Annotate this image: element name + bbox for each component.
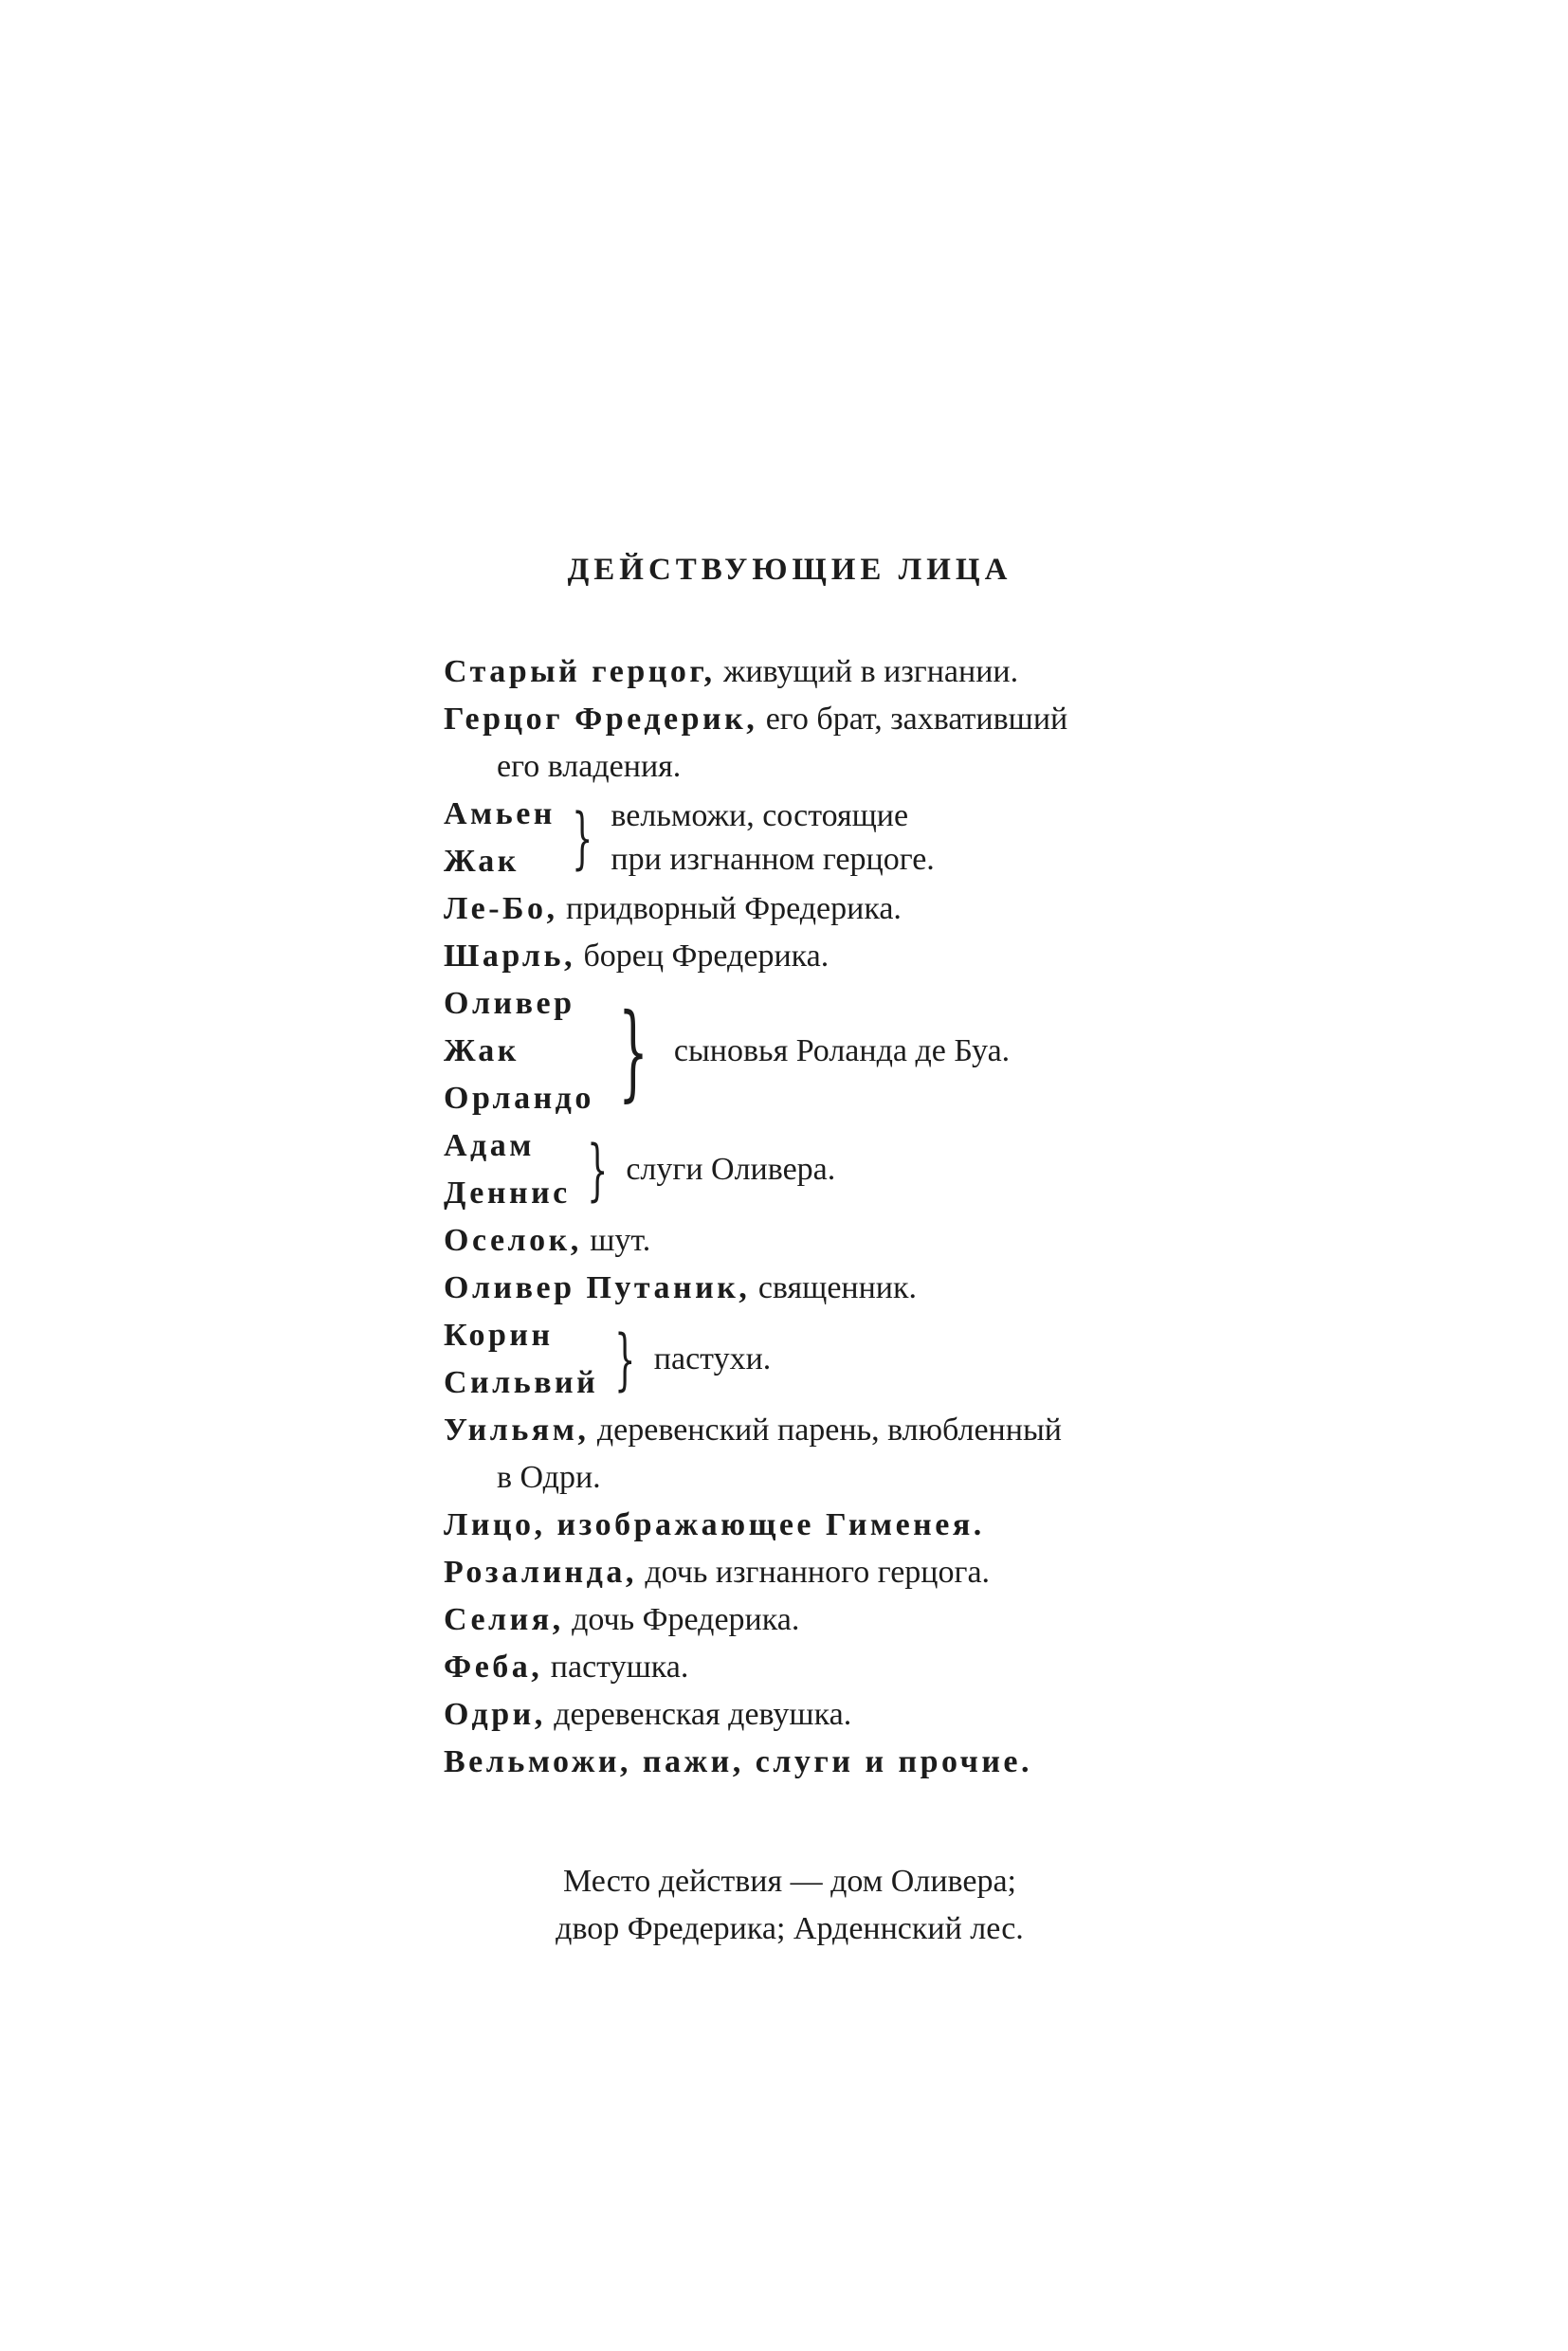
character-entry <box>444 1691 1221 1739</box>
character-name: Уильям, <box>444 1412 590 1448</box>
character-description: живущий в изгнании. <box>722 654 1019 689</box>
character-name: Корин <box>444 1318 554 1353</box>
character-description-continuation: в Одри. <box>497 1460 601 1495</box>
character-name: Жак <box>444 1033 520 1068</box>
character-entry <box>444 1502 1221 1549</box>
character-name: Феба, <box>444 1649 543 1685</box>
character-name: Орландо <box>444 1081 594 1116</box>
right-brace: } <box>618 991 648 1112</box>
group-description: сыновья Роланда де Буа. <box>673 1033 1011 1068</box>
page-title: ДЕЙСТВУЮЩИЕ ЛИЦА <box>567 553 1012 587</box>
character-entry <box>444 1739 1221 1786</box>
character-name: Оселок, <box>444 1223 582 1258</box>
character-entry <box>444 885 1221 933</box>
character-description: шут. <box>590 1223 651 1258</box>
character-entry <box>444 1596 1221 1644</box>
character-name: Одри, <box>444 1697 546 1732</box>
right-brace: } <box>614 1321 636 1398</box>
character-name: Оливер Путаник, <box>444 1270 751 1305</box>
character-description-continuation: его владения. <box>497 749 682 784</box>
character-name: Ле-Бо, <box>444 891 558 926</box>
character-name: Жак <box>444 844 520 879</box>
character-group <box>444 1312 1221 1407</box>
group-names <box>444 791 556 885</box>
character-name: Амьен <box>444 796 556 831</box>
character-name: Шарль, <box>444 939 575 974</box>
character-list <box>444 648 1221 1786</box>
character-description: священник. <box>757 1270 918 1305</box>
group-description <box>611 794 934 882</box>
character-description: придворный Фредерика. <box>566 891 902 926</box>
character-name: Старый герцог, <box>444 654 716 689</box>
group-description: пастухи. <box>653 1341 772 1376</box>
setting-note <box>0 1858 1568 1953</box>
group-description-line: вельможи, состоящие <box>611 798 909 833</box>
character-description: деревенский парень, влюбленный <box>596 1412 1062 1448</box>
character-name: Деннис <box>444 1176 571 1211</box>
character-description: пастушка. <box>550 1649 689 1685</box>
character-description: борец Фредерика. <box>583 939 830 974</box>
character-entry <box>444 1549 1221 1596</box>
character-description: дочь изгнанного герцога. <box>645 1555 991 1590</box>
character-entry <box>444 1217 1221 1265</box>
character-entry <box>444 648 1221 696</box>
character-group <box>444 791 1221 885</box>
character-name: Вельможи, пажи, слуги и прочие. <box>444 1744 1033 1779</box>
character-name: Розалинда, <box>444 1555 637 1590</box>
character-description: дочь Фредерика. <box>572 1602 800 1637</box>
group-description: слуги Оливера. <box>626 1152 836 1187</box>
character-group <box>444 980 1221 1122</box>
character-name: Сильвий <box>444 1365 599 1400</box>
right-brace: } <box>586 1131 609 1209</box>
right-brace: } <box>572 799 593 877</box>
setting-line: Место действия — дом Оливера; <box>562 1864 1016 1899</box>
character-name: Герцог Фредерик, <box>444 702 758 737</box>
group-description-line: при изгнанном герцоге. <box>611 842 935 877</box>
character-entry <box>444 933 1221 980</box>
character-entry <box>444 1265 1221 1312</box>
character-name: Адам <box>444 1128 535 1163</box>
character-description: его брат, захвативший <box>765 702 1068 737</box>
character-entry <box>444 696 1221 743</box>
character-entry <box>444 1644 1221 1691</box>
character-entry <box>444 1407 1221 1454</box>
character-name: Лицо, изображающее Гименея. <box>444 1507 985 1542</box>
character-group <box>444 1122 1221 1217</box>
character-name: Оливер <box>444 986 575 1021</box>
group-names <box>444 1122 571 1217</box>
character-name: Селия, <box>444 1602 564 1637</box>
setting-line: двор Фредерика; Арденнский лес. <box>556 1911 1024 1946</box>
group-names <box>444 980 594 1122</box>
character-description: деревенская девушка. <box>554 1697 852 1732</box>
group-names <box>444 1312 598 1407</box>
